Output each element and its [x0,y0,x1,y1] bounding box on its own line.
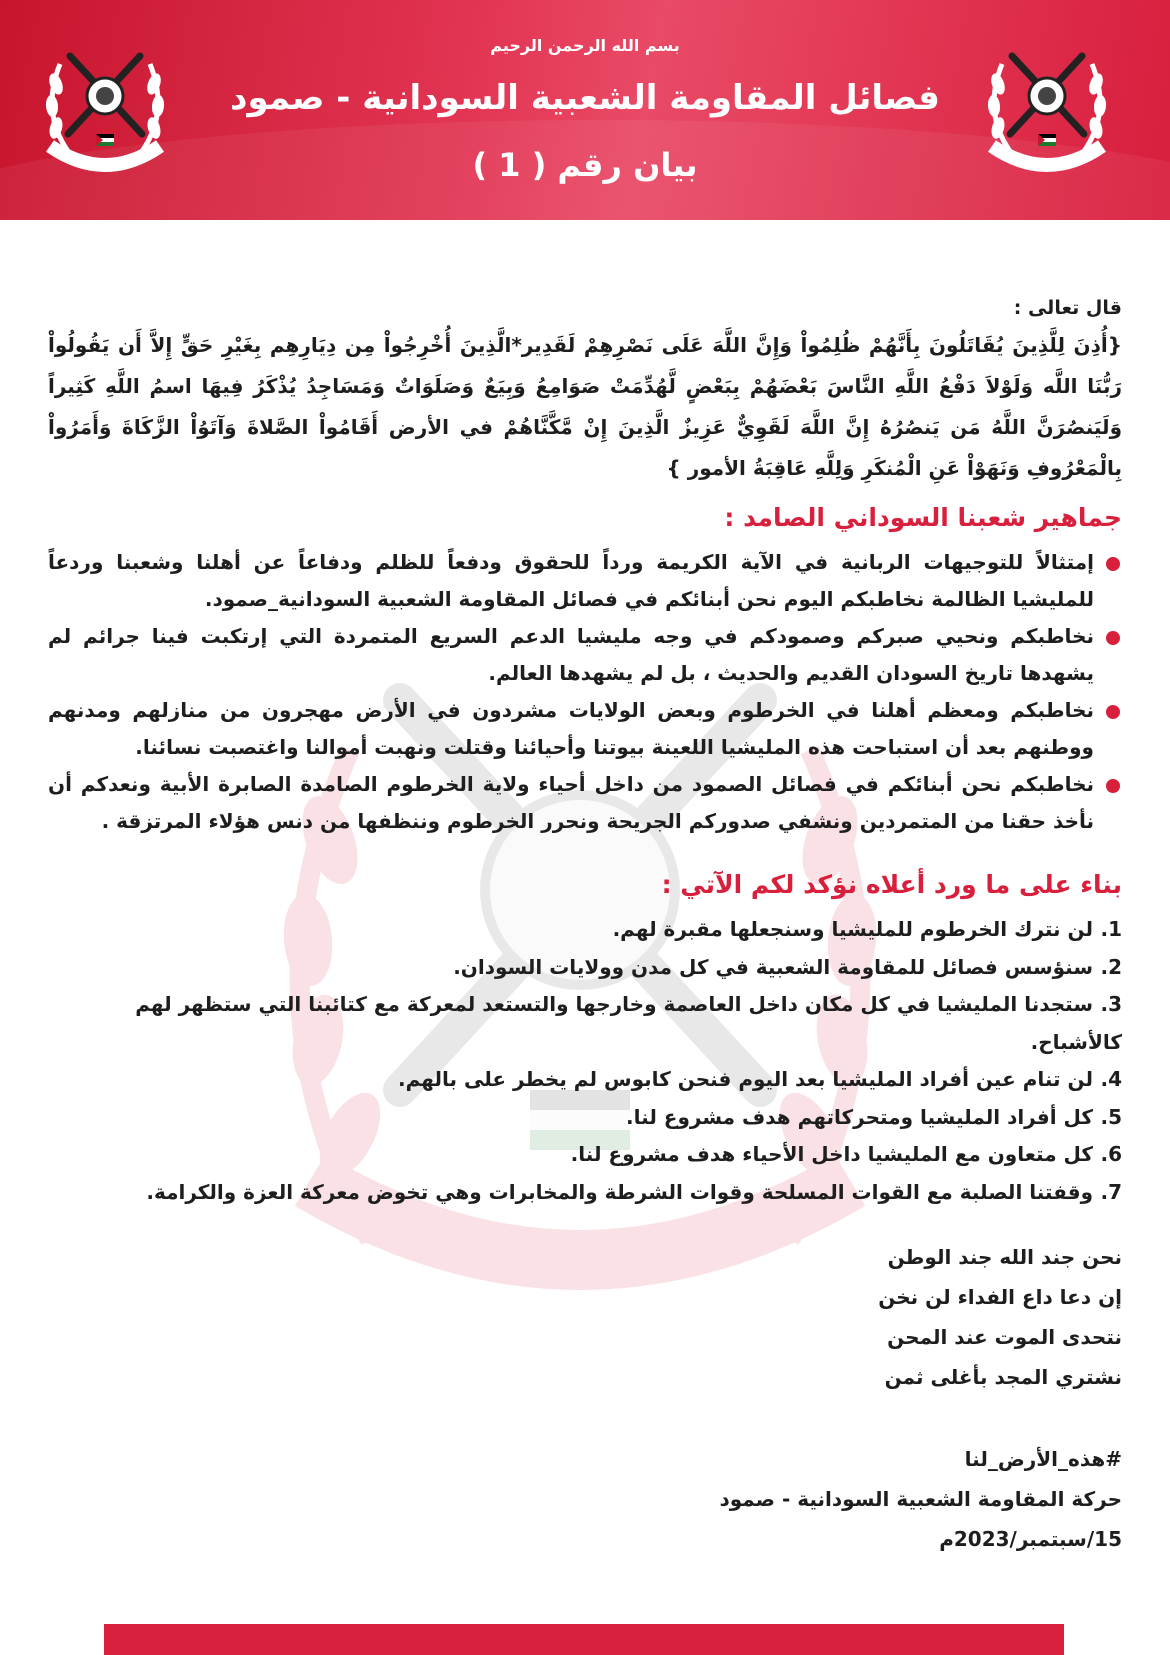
footer-bar [104,1624,1064,1655]
item-number: 1. [1100,917,1122,941]
section-heading-points: بناء على ما ورد أعلاه نؤكد لكم الآتي : [661,870,1122,899]
statement-body [48,292,1122,1559]
numbered-item [48,1099,1122,1137]
item-number: 4. [1100,1067,1122,1091]
bullet-item [48,618,1122,692]
bullet-dot-icon [1106,705,1120,719]
poem-line: نتحدى الموت عند المحن [887,1325,1122,1349]
basmala: بسم الله الرحمن الرحيم [490,36,680,55]
item-text: كل متعاون مع المليشيا داخل الأحياء هدف مشروع لنا. [570,1142,1094,1166]
organization-name: حركة المقاومة الشعبية السودانية - صمود [719,1487,1122,1511]
numbered-item [48,986,1122,1061]
numbered-points [48,911,1122,1211]
statement-number: بيان رقم ( 1 ) [472,146,698,184]
hashtag: #هذه_الأرض_لنا [964,1447,1122,1471]
quran-verse: {أُذِنَ لِلَّذِينَ يُقَاتَلُونَ بِأَنَّهُمْ ظُلِمُواْ وَإِنَّ اللَّهَ عَلَى نَصْرِهِمْ لَقَدِير*الَّذِينَ أُخْرِجُواْ مِن دِيَارِهِم بِغَيْرِ حَقٍّ إِلاَّ أَن يَقُولُواْ رَبُّنَا اللَّه وَلَوْلاَ دَفْعُ اللَّهِ النَّاسَ بَعْضَهُمْ بِبَعْضٍ لَّهُدِّمَتْ صَوَامِعُ وَبِيَعٌ وَصَلَوَاتٌ وَمَسَاجِدُ يُذْكَرُ فِيهَا اسمُ اللَّهِ كَثِيراً وَلَيَنصُرَنَّ اللَّهُ مَن يَنصُرُهُ إِنَّ اللَّهَ لَقَوِيٌّ عَزِيزٌ الَّذِينَ إِنْ مَّكَّنَّاهُمْ في الأرض أَقَامُواْ الصَّلاةَ وَآتَوُاْ الزَّكَاةَ وَأَمَرُواْ بِالْمَعْرُوفِ وَنَهَوْاْ عَنِ الْمُنكَرِ وَلِلَّهِ عَاقِبَةُ الأمور } [48,333,1122,480]
item-number: 6. [1100,1142,1122,1166]
poem-line: إن دعا داع الفداء لن نخن [878,1285,1122,1309]
bullet-text: إمتثالاً للتوجيهات الربانية في الآية الكريمة ورداً للحقوق ودفعاً للظلم ودفاعاً عن أهلنا وشعبنا وردعاً للمليشيا الظالمة نخاطبكم اليوم نحن أبنائكم في فصائل المقاومة الشعبية السودانية_صمود. [48,550,1094,611]
item-text: وقفتنا الصلبة مع القوات المسلحة وقوات الشرطة والمخابرات وهي تخوض معركة العزة والكرامة. [146,1179,1094,1204]
signature-block [48,1439,1122,1559]
numbered-item [48,911,1122,949]
bullet-dot-icon [1106,557,1120,571]
bullet-item [48,692,1122,766]
poem-block [48,1237,1122,1397]
numbered-item [48,949,1122,987]
item-number: 5. [1100,1104,1122,1129]
item-number: 7. [1100,1179,1122,1204]
item-text: لن نترك الخرطوم للمليشيا وسنجعلها مقبرة لهم. [612,917,1094,941]
bullet-dot-icon [1106,779,1120,793]
address-bullets [48,544,1122,840]
poem-line: نشتري المجد بأغلى ثمن [884,1365,1122,1389]
numbered-item [48,1174,1122,1212]
verse-intro-label: قال تعالى : [1013,297,1122,319]
bullet-text: نخاطبكم ونحيي صبركم وصمودكم في وجه مليشيا الدعم السريع المتمردة التي إرتكبت فينا جرائم لم يشهدها تاريخ السودان القديم والحديث ، بل لم يشهدها العالم. [48,624,1094,685]
bullet-dot-icon [1106,631,1120,645]
item-text: سنؤسس فصائل للمقاومة الشعبية في كل مدن وولايات السودان. [453,954,1094,979]
item-text: كل أفراد المليشيا ومتحركاتهم هدف مشروع لنا. [626,1104,1094,1129]
item-number: 2. [1100,954,1122,979]
bullet-item [48,544,1122,618]
bullet-text: نخاطبكم نحن أبنائكم في فصائل الصمود من داخل أحياء ولاية الخرطوم الصامدة الصابرة الأبية ونعدكم أن نأخذ حقنا من المتمردين ونشفي صدوركم الجريحة ونحرر الخرطوم وننظفها من دنس هؤلاء المرتزقة . [48,772,1094,833]
item-text: لن تنام عين أفراد المليشيا بعد اليوم فنحن كابوس لم يخطر على بالهم. [398,1067,1094,1091]
section-heading-people: جماهير شعبنا السوداني الصامد : [724,503,1122,532]
header-banner [0,0,1170,220]
numbered-item [48,1136,1122,1174]
item-number: 3. [1100,992,1122,1016]
numbered-item [48,1061,1122,1099]
statement-date: 15/سبتمبر/2023م [939,1527,1122,1551]
poem-line: نحن جند الله جند الوطن [887,1245,1122,1269]
item-text: ستجدنا المليشيا في كل مكان داخل العاصمة وخارجها والتستعد لمعركة مع كتائبنا التي ستظهر لهم كالأشباح. [135,992,1122,1054]
bullet-text: نخاطبكم ومعظم أهلنا في الخرطوم وبعض الولايات مشردون في الأرض مهجرون من منازلهم ومدنهم ووطنهم بعد أن استباحت هذه المليشيا اللعينة بيوتنا وأحيائنا وقتلت ونهبت أموالنا واغتصبت نسائنا. [48,698,1094,759]
page-title: فصائل المقاومة الشعبية السودانية - صمود [230,78,940,118]
bullet-item [48,766,1122,840]
